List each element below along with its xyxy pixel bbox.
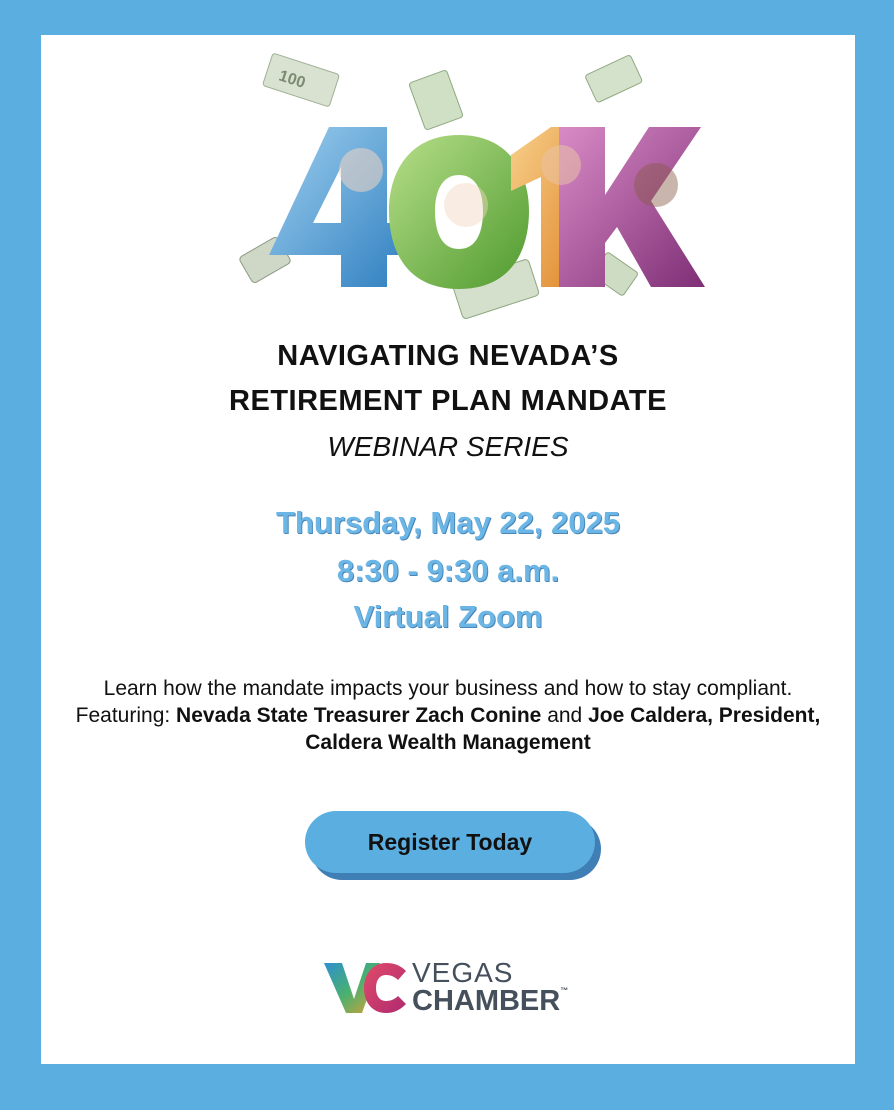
money-bill-icon [585,55,643,103]
svg-text:100: 100 [276,67,308,92]
person-photo [444,183,488,227]
money-bill-icon [262,53,339,107]
logo-wordmark [412,959,568,1016]
logo-line2 [412,987,568,1016]
letter-k-shape [559,127,705,287]
description-intro: Learn how the mandate impacts your business and how to stay compliant. Featuring: [75,677,793,727]
money-bill-icon [409,70,464,131]
person-photo [339,148,383,192]
event-venue: Virtual Zoom [353,599,543,634]
person-photo [541,145,581,185]
speaker-1: Nevada State Treasurer Zach Conine [176,704,542,727]
page-title-line1: NAVIGATING NEVADA’S [277,340,619,372]
event-description [71,675,825,756]
speaker-2: Joe Caldera, President, Caldera Wealth Management [305,704,821,754]
hero-graphic-text: 401K [211,42,249,59]
logo-line1: VEGAS [412,957,514,988]
vegas-chamber-logo[interactable] [324,957,584,1019]
vegas-chamber-logo-mark [324,959,408,1017]
page-title-line2: RETIREMENT PLAN MANDATE [229,385,667,417]
page-subtitle: WEBINAR SERIES [327,431,569,462]
event-date: Thursday, May 22, 2025 [275,505,621,540]
register-button-wrap [305,811,595,873]
description-joiner: and [541,704,589,727]
logo-line2-text: CHAMBER [412,985,561,1017]
person-photo [634,163,678,207]
event-time: 8:30 - 9:30 a.m. [336,553,560,588]
401k-hero-image [211,42,701,325]
email-card [41,35,855,1064]
register-today-button[interactable]: Register Today [305,811,595,873]
trademark-mark: ™ [560,986,569,995]
